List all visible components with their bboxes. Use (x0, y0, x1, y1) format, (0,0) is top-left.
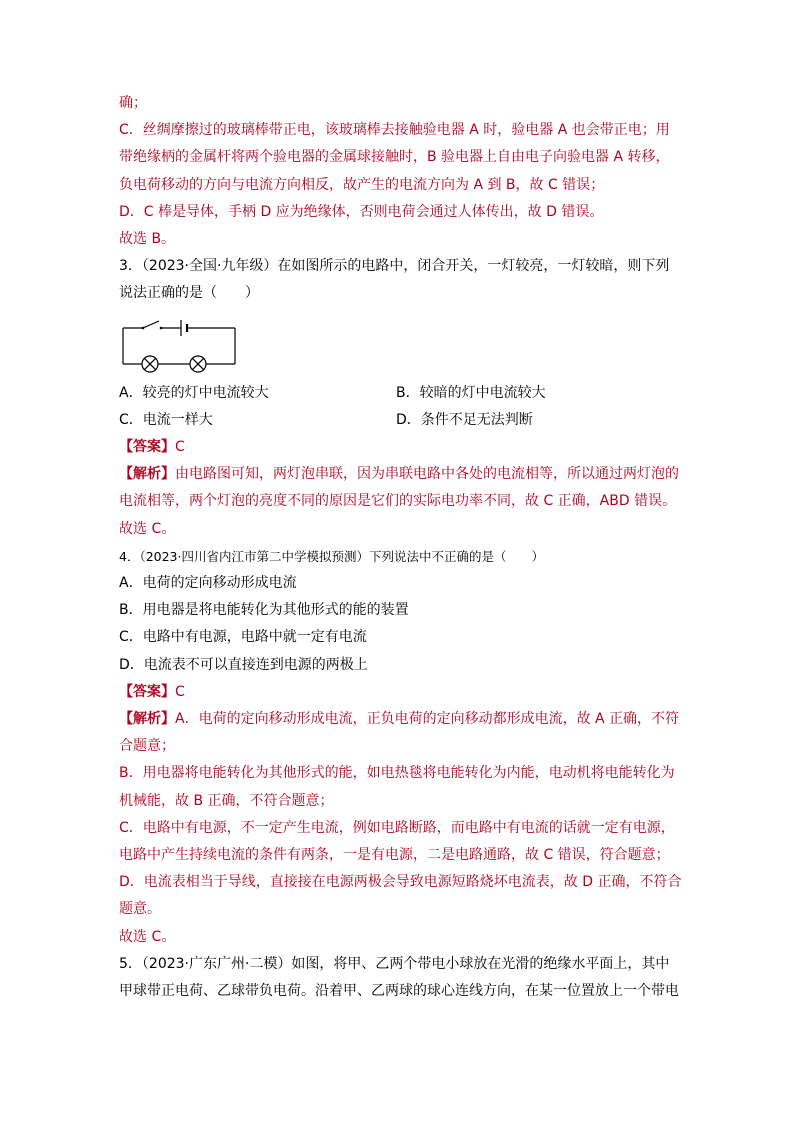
q3-stem-line: 3．（2023·全国·九年级）在如图所示的电路中，闭合开关，一灯较亮，一灯较暗，则下列 (119, 258, 670, 275)
q4-analysis-line: 电路中产生持续电流的条件有两条，一是有电源，二是电路通路，故 C 错误，符合题意； (119, 847, 670, 864)
q4-stem: 4．（2023·四川省内江市第二中学模拟预测）下列说法中不正确的是（ ） (119, 548, 544, 564)
switch-contact (160, 326, 163, 329)
q4-analysis-line: 机械能，故 B 正确，不符合题意； (119, 792, 334, 809)
answer-label: 【答案】 (119, 683, 175, 700)
switch-pivot (142, 326, 145, 329)
answer-value: C (175, 439, 185, 456)
q3-option-d: D．条件不足无法判断 (396, 411, 533, 428)
q4-analysis-line: B．用电器将电能转化为其他形式的能，如电热毯将电能转化为内能，电动机将电能转化为 (119, 765, 675, 782)
q3-option-c: C．电流一样大 (119, 411, 213, 428)
q3-conclusion: 故选 C。 (119, 520, 176, 537)
q3-option-a: A．较亮的灯中电流较大 (119, 384, 269, 401)
q4-conclusion: 故选 C。 (119, 928, 176, 945)
q3-circuit-diagram (119, 314, 679, 376)
q4-option-d: D．电流表不可以直接连到电源的两极上 (119, 656, 368, 673)
q5-stem-line: 甲球带正电荷、乙球带负电荷。沿着甲、乙两球的球心连线方向，在某一位置放上一个带电 (119, 983, 679, 1000)
q5-stem-line: 5．（2023·广东广州·二模）如图，将甲、乙两个带电小球放在光滑的绝缘水平面上，其中 (119, 955, 670, 972)
q4-analysis-line (119, 706, 679, 733)
q4-answer (119, 679, 679, 706)
answer-label: 【答案】 (119, 439, 175, 456)
q2-option-c-analysis-line: 负电荷移动的方向与电流方向相反，故产生的电流方向为 A 到 B，故 C 错误； (119, 176, 605, 193)
q2-option-d-analysis-line: D．C 棒是导体，手柄 D 应为绝缘体，否则电荷会通过人体传出，故 D 错误。 (119, 203, 604, 220)
analysis-text: 由电路图可知，两灯泡串联，因为串联电路中各处的电流相等，所以通过两灯泡的 (175, 466, 679, 483)
q4-option-a: A．电荷的定向移动形成电流 (119, 575, 297, 592)
q4-analysis-line: 题意。 (119, 901, 161, 918)
q2-option-c-analysis-line: 带绝缘柄的金属杆将两个验电器的金属球接触时，B 验电器上自由电子向验电器 A 转移， (119, 149, 670, 166)
q4-option-b: B．用电器是将电能转化为其他形式的能的装置 (119, 602, 409, 619)
q4-option-c: C．电路中有电源，电路中就一定有电流 (119, 629, 367, 646)
q2-conclusion: 故选 B。 (119, 231, 176, 248)
analysis-label: 【解析】 (119, 711, 175, 728)
circuit-svg (119, 314, 239, 376)
lamp-2-icon (190, 356, 206, 372)
q4-analysis-line: C．电路中有电源，不一定产生电流，例如电路断路，而电路中有电流的话就一定有电源， (119, 819, 675, 836)
q2-text-line: 确； (119, 95, 147, 111)
analysis-label: 【解析】 (119, 466, 175, 483)
circuit-switch (143, 321, 159, 328)
q3-analysis-line: 电流相等，两个灯泡的亮度不同的原因是它们的实际电功率不同，故 C 正确，ABD 错误。 (119, 493, 677, 510)
lamp-1-icon (142, 356, 158, 372)
q3-stem-line: 说法正确的是（ ） (119, 285, 259, 302)
q3-option-b: B．较暗的灯中电流较大 (396, 384, 546, 401)
q3-options-row (119, 407, 679, 434)
q2-option-c-analysis-line: C．丝绸摩擦过的玻璃棒带正电，该玻璃棒去接触验电器 A 时，验电器 A 也会带正电；用 (119, 122, 670, 139)
analysis-text: A．电荷的定向移动形成电流，正负电荷的定向移动都形成电流，故 A 正确，不符 (175, 711, 680, 728)
q4-analysis-line: D．电流表相当于导线，直接接在电源两极会导致电源短路烧坏电流表，故 D 正确，不符合 (119, 874, 682, 891)
q3-answer (119, 434, 679, 461)
q3-options-row (119, 380, 679, 407)
answer-value: C (175, 683, 185, 700)
q3-analysis-line (119, 461, 679, 488)
q4-analysis-line: 合题意； (119, 738, 175, 755)
document-content (119, 90, 682, 1005)
